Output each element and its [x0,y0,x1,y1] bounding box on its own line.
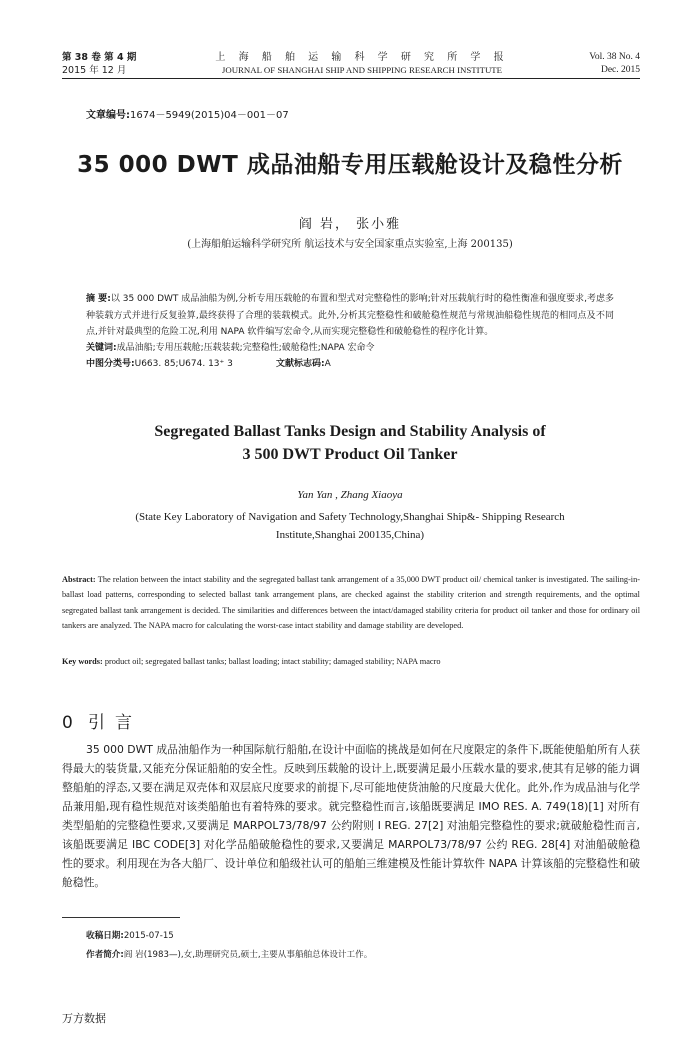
author-bio-label: 作者简介: [86,950,124,960]
document-code [276,356,331,369]
author-bio: 阎 岩(1983—),女,助理研究员,硕士,主要从事船舶总体设计工作。 [123,950,373,960]
keywords-en-label: Key words: [62,657,103,666]
classification-number [86,356,233,369]
keywords-cn-label: 关键词: [86,343,117,353]
volume-issue-cn: 第 38 卷 第 4 期 [62,52,137,63]
abstract-english [62,572,640,634]
keywords-chinese [86,340,375,353]
affiliation-en-line-1: (State Key Laboratory of Navigation and Safety Technology,Shanghai Ship&- Shipping Research [135,511,565,523]
section-number: 0 [62,713,73,733]
abstract-en-label: Abstract: [62,575,96,584]
title-en-line-2: 3 500 DWT Product Oil Tanker [242,446,458,463]
title-english [0,420,700,466]
doc-code-label: 文献标志码: [276,359,325,369]
article-number-label: 文章编号: [86,110,130,121]
section-title: 引言 [88,713,142,733]
journal-name-en: JOURNAL OF SHANGHAI SHIP AND SHIPPING RESEARCH INSTITUTE [221,65,503,75]
journal-header [62,47,640,79]
journal-name-cn: 上 海 船 舶 运 输 科 学 研 究 所 学 报 [215,52,509,63]
title-chinese: 35 000 DWT 成品油船专用压载舱设计及稳性分析 [77,152,623,178]
abstract-cn-label: 摘 要: [86,294,111,304]
received-label: 收稿日期: [86,931,124,941]
abstract-chinese [86,291,614,341]
footnote-divider [62,917,180,918]
date-en: Dec. 2015 [600,65,640,75]
article-number [86,106,289,121]
authors-chinese: 阎 岩， 张小雅 [298,217,402,232]
section-heading [62,708,142,733]
title-en-line-1: Segregated Ballast Tanks Design and Stability Analysis of [154,423,546,440]
affiliation-en-line-2: Institute,Shanghai 200135,China) [275,529,425,541]
date-cn: 2015 年 12 月 [62,65,127,76]
doc-code-value: A [324,359,331,369]
class-no-label: 中图分类号: [86,359,135,369]
volume-issue-en: Vol. 38 No. 4 [589,52,640,62]
affiliation-chinese: (上海船舶运输科学研究所 航运技术与安全国家重点实验室,上海 200135) [187,239,513,250]
watermark: 万方数据 [62,1012,106,1025]
keywords-english [62,657,441,666]
received-date: 2015-07-15 [123,931,174,941]
keywords-en-text: product oil; segregated ballast tanks; ballast loading; intact stability; damaged stability; NAPA macro [102,657,441,666]
intro-paragraph: 35 000 DWT 成品油船作为一种国际航行船舶,在设计中面临的挑战是如何在尺度限定的条件下,既能使船舶所有人获得最大的装货量,又能充分保证船舶的安全性。反映到压载舱的设计上,既要满足最小压载水量的要求,使其有足够的能力调整船舶的浮态,又要在满足双壳体和双层底尺度要求的前提下,尽可能地使货油舱的尺度最大优化。此外,作为成品油与化学品兼用船,现有稳性规范对该类船舶也有着特殊的要求。就完整稳性而言,该船既要满足 IMO RES. A. 749(18)[1] 对所有类型船舶的完整稳性要求,又要满足 MARPOL73/78/97 公约附则 I REG. 27[2] 对油船完整稳性的要求;就破舱稳性而言,该船既要满足 IBC CODE[3] 对化学品船破舱稳性的要求,又要满足 MARPOL73/78/97 公约 REG. 28[4] 对油船破舱稳性的要求。利用现在为各大船厂、设计单位和船级社认可的船舶三维建模及性能计算软件 NAPA 计算该船的完整稳性和破舱稳性。 [62,743,640,889]
article-number-value: 1674－5949(2015)04－001－07 [130,110,289,121]
keywords-cn-text: 成品油船;专用压载舱;压载装载;完整稳性;破舱稳性;NAPA 宏命令 [116,343,375,353]
footnote-author [86,948,372,960]
abstract-cn-text: 以 35 000 DWT 成品油船为例,分析专用压载舱的布置和型式对完整稳性的影响;针对压载航行时的稳性衡准和强度要求,考虑多种装载方式并进行反复验算,最终获得了合理的装载模式。此外,分析其完整稳性和破舱稳性规范与常规油船稳性规范的相同点及不同点,并针对最典型的危险工况,利用 NAPA 软件编写宏命令,从而实现完整稳性和破舱稳性的程序化计算。 [86,294,614,337]
class-no-value: U663. 85;U674. 13⁺ 3 [134,359,233,369]
abstract-en-text: The relation between the intact stability and the segregated ballast tank arrangement of a 35,000 DWT product oil/ chemical tanker is investigated. The sailing-in-ballast load patterns, corresponding to selected ballast tank arrangement plans, are checked against the stability criterion and strength requirements, and the optimal segregated ballast tank arrangement is decided. The similarities and differences between the intact/damaged stability criteria for product oil tanker and those for ordinary oil tankers are analyzed. The NAPA macro for calculating the worst-case intact stability and damage stability are developed. [62,575,640,631]
footnote-received [86,929,174,941]
affiliation-english [0,508,700,544]
authors-english: Yan Yan , Zhang Xiaoya [297,489,403,501]
